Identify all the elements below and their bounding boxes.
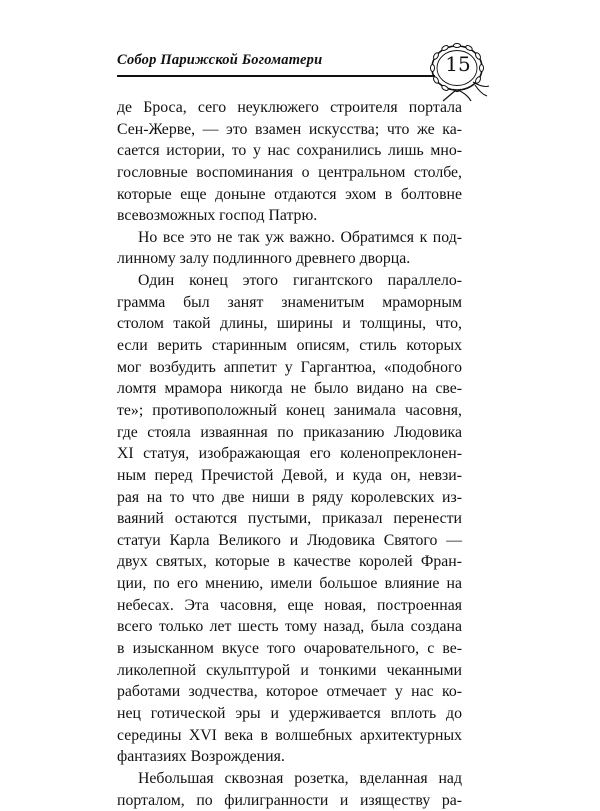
text-line: рая на то что две ниши в ряду королевских из- <box>117 487 462 509</box>
text-line: XI статуя, изображающая его коленопреклонен- <box>117 443 462 465</box>
body-text <box>117 97 462 811</box>
text-line: ваяний остаются пустыми, приказал перенести <box>117 508 462 530</box>
text-line: порталом, по филигранности и изяществу ра- <box>117 790 462 811</box>
text-line: ликолепной скульптурой и тонкими чеканными <box>117 660 462 682</box>
text-line: столом такой длины, ширины и толщины, что, <box>117 313 462 335</box>
text-line: мог возбудить аппетит у Гаргантюа, «подобного <box>117 357 462 379</box>
text-line: середины XVI века в волшебных архитектурных <box>117 725 462 747</box>
text-line: где стояла изваянная по приказанию Людовика <box>117 422 462 444</box>
page-number: 15 <box>440 52 476 76</box>
text-line: в изысканном вкусе того очаровательного, с ве- <box>117 638 462 660</box>
text-line: если верить старинным описям, стиль которых <box>117 335 462 357</box>
text-line: линному залу подлинного древнего дворца. <box>117 248 462 270</box>
text-line: нец готической эры и удерживается вплоть до <box>117 703 462 725</box>
text-line: небесах. Эта часовня, еще новая, построенная <box>117 595 462 617</box>
text-line: ным перед Пречистой Девой, и куда он, невзи- <box>117 465 462 487</box>
text-line: Небольшая сквозная розетка, вделанная над <box>117 768 462 790</box>
header-rule <box>117 75 435 77</box>
text-line: Но все это не так уж важно. Обратимся к под- <box>117 227 462 249</box>
text-line: Сен-Жерве, — это взамен искусства; что же ка- <box>117 119 462 141</box>
text-line: работами зодчества, которое отмечает у нас ко- <box>117 681 462 703</box>
text-line: гословные воспоминания о центральном столбе, <box>117 162 462 184</box>
text-line: ции, по его мнению, имели большое влияние на <box>117 573 462 595</box>
text-line: Один конец этого гигантского параллело- <box>117 270 462 292</box>
text-line: статуи Карла Великого и Людовика Святого — <box>117 530 462 552</box>
text-line: ломтя мрамора никогда не было видано на све- <box>117 378 462 400</box>
text-line: фантазиях Возрождения. <box>117 746 462 768</box>
text-line: грамма был занят знаменитым мраморным <box>117 292 462 314</box>
text-line: двух святых, которые в качестве королей Фран- <box>117 551 462 573</box>
text-line: которые еще доныне отдаются эхом в болтовне <box>117 184 462 206</box>
text-line: всевозможных господ Патрю. <box>117 205 462 227</box>
running-title: Собор Парижской Богоматери <box>117 52 322 69</box>
running-header <box>117 42 487 92</box>
text-line: де Броса, сего неуклюжего строителя портала <box>117 97 462 119</box>
text-line: сается истории, то у нас сохранились лишь мно- <box>117 140 462 162</box>
text-line: те»; противоположный конец занимала часовня, <box>117 400 462 422</box>
text-line: всего только лет шесть тому назад, была создана <box>117 616 462 638</box>
